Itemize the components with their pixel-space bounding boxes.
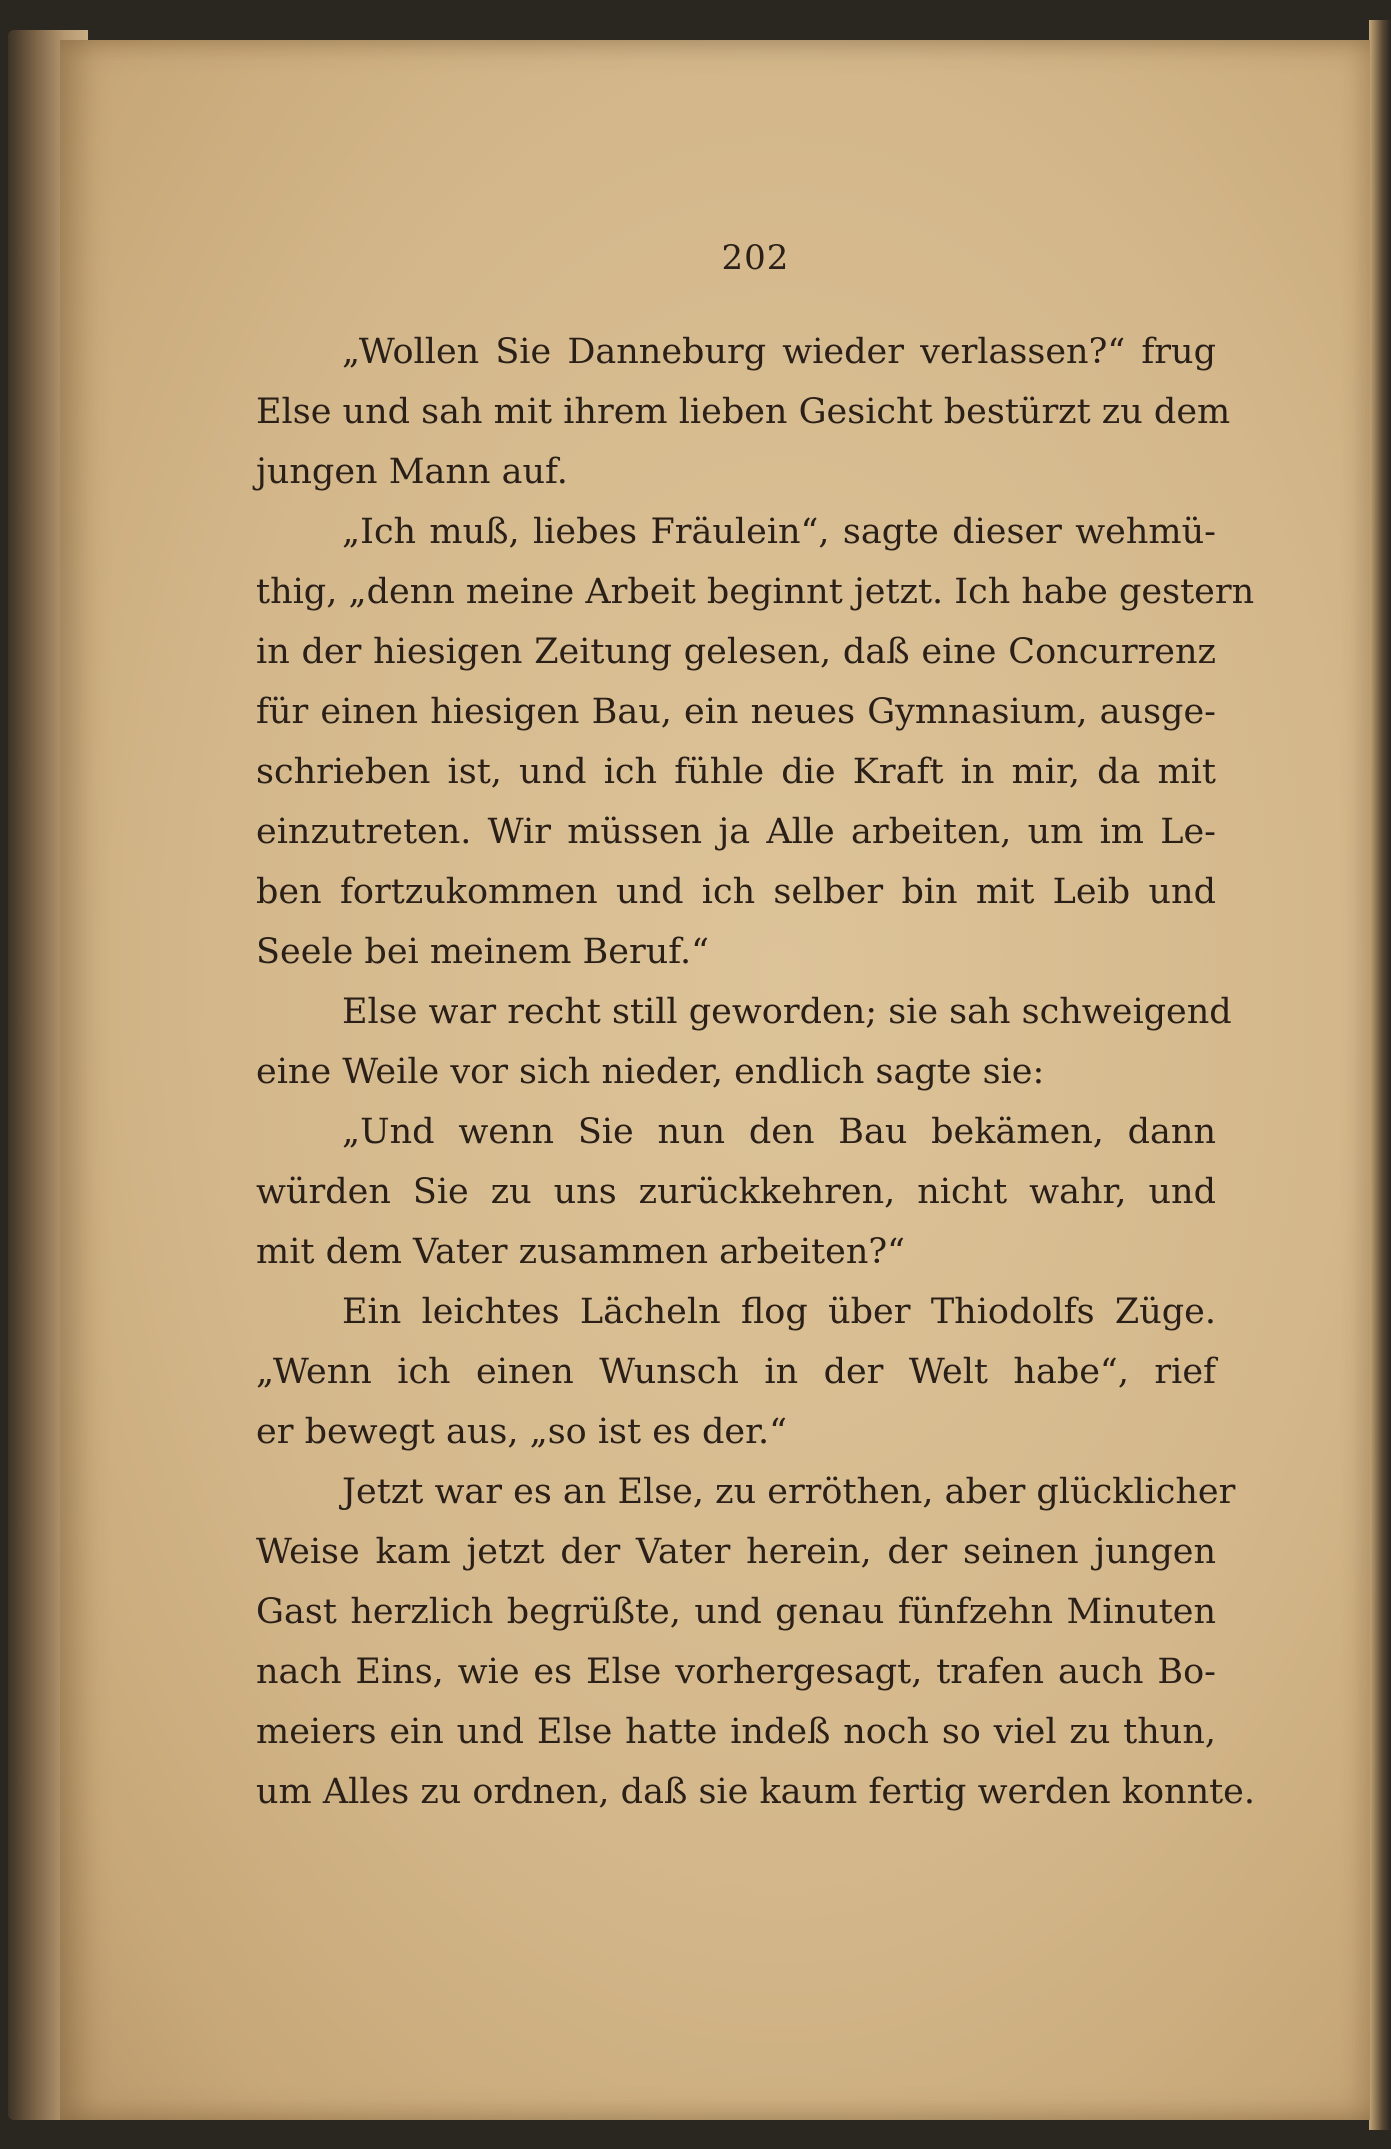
text-line: für einen hiesigen Bau, ein neues Gymnasium, ausge- [256, 692, 1216, 732]
text-line: „Wenn ich einen Wunsch in der Welt habe“, rief [256, 1352, 1216, 1392]
text-line: „Und wenn Sie nun den Bau bekämen, dann [342, 1112, 1216, 1152]
page-number: 202 [721, 238, 790, 278]
text-line: meiers ein und Else hatte indeß noch so viel zu thun, [256, 1712, 1216, 1752]
text-line: „Ich muß, liebes Fräulein“, sagte dieser wehmü- [342, 512, 1216, 552]
text-line: würden Sie zu uns zurückkehren, nicht wahr, und [256, 1172, 1216, 1212]
text-line: Ein leichtes Lächeln flog über Thiodolfs Züge. [342, 1292, 1216, 1332]
text-line: „Wollen Sie Danneburg wieder verlassen?“ frug [342, 332, 1216, 372]
text-line: in der hiesigen Zeitung gelesen, daß eine Concurrenz [256, 632, 1216, 672]
text-line: Jetzt war es an Else, zu erröthen, aber glücklicher [342, 1472, 1236, 1512]
text-line: thig, „denn meine Arbeit beginnt jetzt. Ich habe gestern [256, 572, 1255, 612]
text-line: nach Eins, wie es Else vorhergesagt, trafen auch Bo- [256, 1652, 1216, 1692]
text-line: Else war recht still geworden; sie sah schweigend [342, 992, 1232, 1032]
text-line: eine Weile vor sich nieder, endlich sagte sie: [256, 1052, 1045, 1092]
text-line: jungen Mann auf. [256, 452, 568, 492]
text-line: um Alles zu ordnen, daß sie kaum fertig werden konnte. [256, 1772, 1256, 1812]
text-line: ben fortzukommen und ich selber bin mit Leib und [256, 872, 1216, 912]
body-text [256, 322, 1256, 1822]
text-line: Else und sah mit ihrem lieben Gesicht bestürzt zu dem [256, 392, 1231, 432]
text-line: Gast herzlich begrüßte, und genau fünfzehn Minuten [256, 1592, 1216, 1632]
text-line: er bewegt aus, „so ist es der.“ [256, 1412, 788, 1452]
right-binding-edge [1369, 20, 1391, 2130]
text-line: Seele bei meinem Beruf.“ [256, 932, 709, 972]
text-line: mit dem Vater zusammen arbeiten?“ [256, 1232, 906, 1272]
text-line: schrieben ist, und ich fühle die Kraft in mir, da mit [256, 752, 1216, 792]
text-line: Weise kam jetzt der Vater herein, der seinen jungen [256, 1532, 1216, 1572]
text-line: einzutreten. Wir müssen ja Alle arbeiten, um im Le- [256, 812, 1216, 852]
